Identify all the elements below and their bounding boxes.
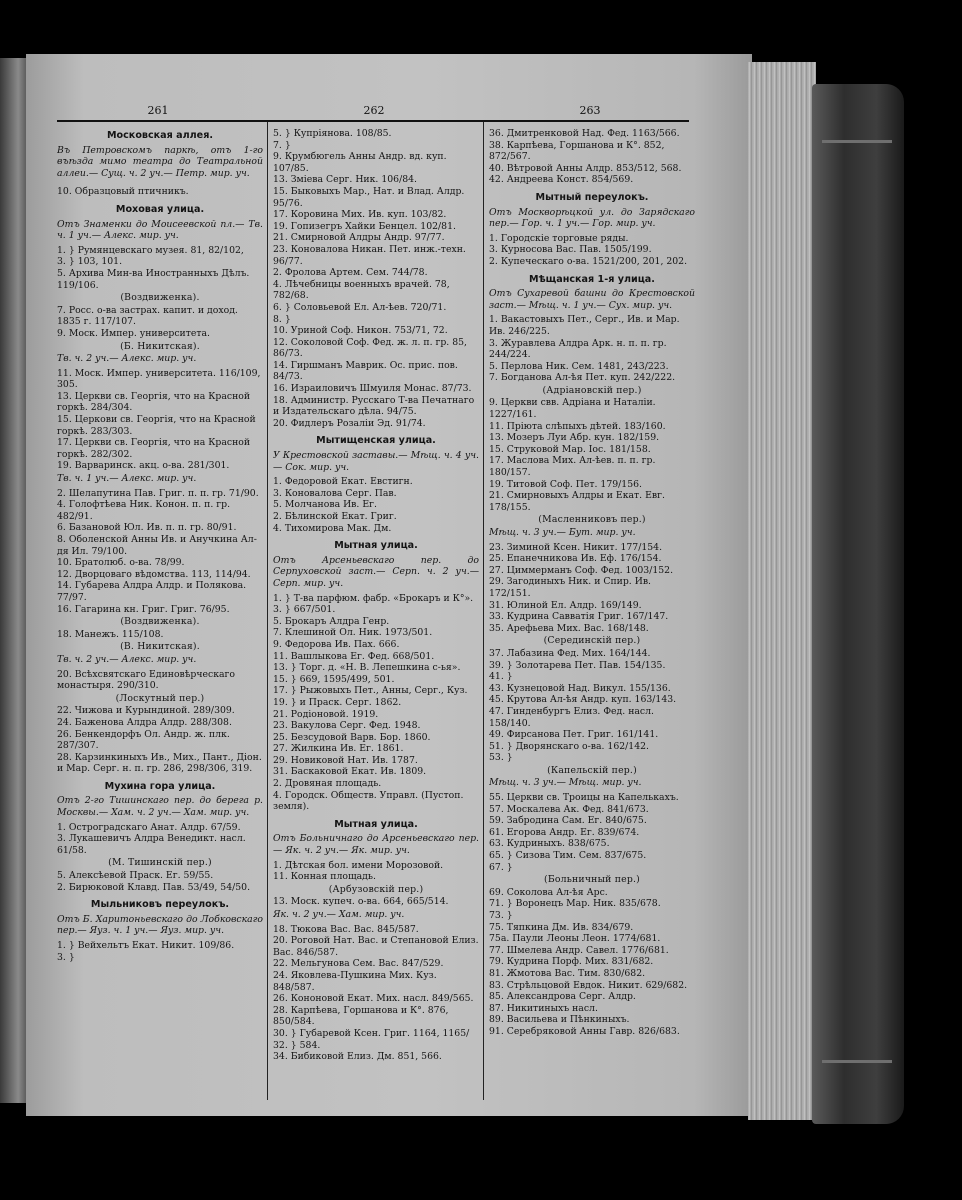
directory-entry: 61. Егорова Андр. Ег. 839/674. <box>489 826 640 838</box>
directory-entry: 18. Администр. Русскаго Т-ва Печатнаго и Издательскаго дѣла. 94/75. <box>273 394 475 418</box>
district-note: У Крестовской заставы.— Мѣщ. ч. 4 уч.— Сок. мир. уч. <box>273 450 479 473</box>
column-page-261 <box>57 128 263 1098</box>
directory-entry: 13. Мозеръ Луи Абр. кун. 182/159. <box>489 432 660 444</box>
directory-entry: 16. Гагарина кн. Григ. Григ. 76/95. <box>57 603 230 615</box>
directory-entry: 4. Тихомирова Мак. Дм. <box>273 522 392 534</box>
directory-entry: 11. Вашлыкова Ег. Фед. 668/501. <box>273 650 435 662</box>
directory-entry: 30. } Губаревой Ксен. Григ. 1164, 1165/ <box>273 1027 470 1039</box>
directory-entry: 2. Фролова Артем. Сем. 744/78. <box>273 267 428 279</box>
directory-entry: 5. Брокаръ Алдра Генр. <box>273 615 390 627</box>
directory-entry: 9. Церкви свв. Адріана и Наталіи. 1227/161. <box>489 397 656 421</box>
directory-entry: 11. Конная площадь. <box>273 871 376 883</box>
directory-entry: 1. Остроградскаго Анат. Алдр. 67/59. <box>57 821 241 833</box>
directory-entry: 73. } <box>489 910 513 921</box>
directory-entry: 75. Тяпкина Дм. Ив. 834/679. <box>489 921 634 933</box>
street-heading: Мыльниковъ переулокъ. <box>90 899 230 911</box>
directory-entry: 14. Гиршманъ Маврик. Ос. прис. пов. 84/73. <box>273 359 458 383</box>
directory-entry: 13. Зміева Серг. Ник. 106/84. <box>273 174 418 186</box>
directory-entry: 65. } Сизова Тим. Сем. 837/675. <box>489 850 647 862</box>
directory-entry: 3. Лукашевичъ Алдра Венедикт. насл. 61/58. <box>57 833 246 856</box>
directory-entry: 91. Серебряковой Анны Гавр. 826/683. <box>489 1025 680 1037</box>
spacer <box>489 186 695 190</box>
directory-entry: 1. Вакастовыхъ Пет., Серг., Ив. и Мар. Ив. 246/225. <box>489 314 680 337</box>
directory-entry: 87. Никитиныхъ насл. <box>489 1002 598 1014</box>
directory-entry: 20. Всѣхсвятскаго Единовѣрческаго монастыря. 290/310. <box>57 668 236 692</box>
directory-entry: 67. } <box>489 861 513 873</box>
street-heading: Мытная улица. <box>334 540 418 552</box>
directory-entry: 41. } <box>489 671 513 683</box>
district-note: Тв. ч. 2 уч.— Алекс. мир. уч. <box>57 353 197 365</box>
street-heading: Мытищенская улица. <box>316 435 436 447</box>
directory-entry: 40. Вѣтровой Анны Алдр. 853/512, 568. <box>489 162 682 174</box>
directory-entry: 14. Губарева Алдра Алдр. и Полякова. 77/97. <box>57 580 247 603</box>
street-heading: Мухина гора улица. <box>104 780 216 792</box>
directory-entry: 1. } Румянцевскаго музея. 81, 82/102, <box>57 244 244 256</box>
directory-entry: 6. Базановой Юл. Ив. п. п. гр. 80/91. <box>57 522 237 534</box>
directory-entry: 53. } <box>489 752 513 764</box>
spine-band <box>822 140 892 143</box>
directory-entry: 5. Архива Мин-ва Иностранныхъ Дѣлъ. 119/106. <box>57 267 250 291</box>
directory-entry: 35. Арефьева Мих. Вас. 168/148. <box>489 622 649 634</box>
directory-entry: 5. Перлова Ник. Сем. 1481, 243/223. <box>489 360 669 372</box>
directory-entry: 2. Бѣлинской Екат. Григ. <box>273 511 397 522</box>
directory-entry: 28. Карзинкиныхъ Ив., Мих., Пант., Діон. и Мар. Серг. н. п. гр. 286, 298/306, 319. <box>57 751 262 775</box>
directory-entry: 10. Уриной Соф. Никон. 753/71, 72. <box>273 325 448 337</box>
page-number-middle: 262 <box>363 104 385 117</box>
directory-entry: 1. } Вейхельтъ Екат. Никит. 109/86. <box>57 940 235 951</box>
directory-entry: 18. Манежъ. 115/108. <box>57 628 164 640</box>
column-page-263 <box>489 128 695 1098</box>
directory-entry: 15. Церкови св. Георгія, что на Красной горкѣ. 283/303. <box>57 414 256 437</box>
spacer <box>57 198 263 202</box>
directory-entry: 3. } 667/501. <box>273 604 336 616</box>
directory-entry: 27. Жилкина Ив. Ег. 1861. <box>273 743 404 755</box>
directory-entry: 7. Богданова Ал-ѣя Пет. куп. 242/222. <box>489 372 676 384</box>
directory-entry: 63. Кудриныхъ. 838/675. <box>489 838 610 850</box>
directory-entry: 10. Братолюб. о-ва. 78/99. <box>57 557 185 569</box>
directory-entry: 19. Гопизегръ Хайки Бенцел. 102/81. <box>273 220 456 232</box>
directory-entry: 4. Лѣчебницы военныхъ врачей. 78, 782/68. <box>273 278 450 302</box>
district-note: Отъ Б. Харитоньевскаго до Лобковскаго пер.— Яуз. ч. 1 уч.— Яуз. мир. уч. <box>57 913 263 937</box>
directory-entry: 1. Дѣтская бол. имени Морозовой. <box>273 859 444 871</box>
directory-entry: 15. Струковой Мар. Іос. 181/158. <box>489 443 651 455</box>
directory-entry: 26. Бенкендорфъ Ол. Андр. ж. плк. 287/307. <box>57 728 230 752</box>
directory-entry: 15. Быковыхъ Мар., Нат. и Влад. Алдр. 95/76. <box>273 185 465 209</box>
directory-entry: 15. } 669, 1595/499, 501. <box>273 673 395 685</box>
directory-entry: 20. Фидлеръ Розаліи Эд. 91/74. <box>273 417 426 429</box>
directory-entry: 19. } и Праск. Серг. 1862. <box>273 696 402 708</box>
street-heading: Московская аллея. <box>106 130 213 141</box>
directory-entry: 25. Безсудовой Варв. Бор. 1860. <box>273 731 431 743</box>
directory-entry: 36. Дмитренковой Над. Фед. 1163/566. <box>489 128 680 139</box>
cross-street: (Лоскутный пер.) <box>115 692 205 704</box>
directory-entry: 77. Шмелева Андр. Савел. 1776/681. <box>489 944 669 956</box>
spacer <box>57 775 263 779</box>
directory-entry: 18. Тюкова Вас. Вас. 845/587. <box>273 923 419 935</box>
directory-entry: 11. Моск. Импер. университета. 116/109, 305. <box>57 367 261 391</box>
district-note: Тв. ч. 1 уч.— Алекс. мир. уч. <box>57 473 197 485</box>
directory-entry: 3. } 103, 101. <box>57 256 123 268</box>
directory-entry: 89. Васильева и Пѣнкиныхъ. <box>489 1014 630 1026</box>
directory-entry: 69. Соколова Ал-ѣя Арс. <box>489 886 608 898</box>
district-note: Мѣщ. ч. 3 уч.— Бут. мир. уч. <box>489 527 636 538</box>
directory-entry: 31. Баскаковой Екат. Ив. 1809. <box>273 766 427 778</box>
directory-entry: 85. Александрова Серг. Алдр. <box>489 991 636 1003</box>
directory-entry: 7. } <box>273 139 291 151</box>
directory-entry: 29. Новиковой Нат. Ив. 1787. <box>273 754 418 766</box>
directory-entry: 27. Циммерманъ Соф. Фед. 1003/152. <box>489 564 674 576</box>
district-note: Тв. ч. 2 уч.— Алекс. мир. уч. <box>57 653 197 665</box>
directory-entry: 43. Кузнецовой Над. Викул. 155/136. <box>489 682 671 694</box>
directory-entry: 23. Зиминой Ксен. Никит. 177/154. <box>489 541 663 553</box>
directory-entry: 21. Смирновыхъ Алдры и Екат. Евг. 178/155. <box>489 490 665 513</box>
directory-entry: 81. Жмотова Вас. Тим. 830/682. <box>489 967 646 979</box>
spacer <box>273 813 479 817</box>
facing-page-edge <box>0 58 26 1103</box>
column-divider <box>483 122 484 1100</box>
directory-entry: 22. Мельгунова Сем. Вас. 847/529. <box>273 958 444 970</box>
spacer <box>57 893 263 897</box>
directory-entry: 5. Молчанова Ив. Ег. <box>273 499 377 511</box>
directory-entry: 8. } <box>273 313 291 325</box>
column-page-262 <box>273 128 479 1098</box>
directory-entry: 37. Лабазина Фед. Мих. 164/144. <box>489 647 651 659</box>
directory-entry: 19. Варваринск. акц. о-ва. 281/301. <box>57 460 230 472</box>
directory-entry: 8. Оболенской Анны Ив. и Анучкина Ал-дя Ил. 79/100. <box>57 534 257 557</box>
page-block-edge <box>748 62 816 1120</box>
spacer <box>273 534 479 538</box>
directory-entry: 17. Маслова Мих. Ал-ѣев. п. п. гр. 180/157. <box>489 455 656 479</box>
street-heading: Моховая улица. <box>115 203 205 215</box>
directory-entry: 21. Родіоновой. 1919. <box>273 708 379 720</box>
directory-entry: 34. Бибиковой Елиз. Дм. 851, 566. <box>273 1051 442 1063</box>
cross-street: (Адріановскій пер.) <box>542 384 642 396</box>
district-note: Отъ Сухаревой башни до Крестовской заст.— Мѣщ. ч. 1 уч.— Сух. мир. уч. <box>489 288 695 311</box>
directory-entry: 33. Кудрина Савватія Григ. 167/147. <box>489 611 669 623</box>
directory-entry: 20. Роговой Нат. Вас. и Степановой Елиз. Вас. 846/587. <box>273 935 479 958</box>
directory-entry: 3. Курносова Вас. Пав. 1505/199. <box>489 244 652 256</box>
district-note: Як. ч. 2 уч.— Хам. мир. уч. <box>273 909 405 920</box>
directory-entry: 3. } <box>57 951 75 963</box>
directory-entry: 38. Карпѣева, Горшанова и К°. 852, 872/567. <box>489 139 665 163</box>
directory-entry: 29. Загодиныхъ Ник. и Спир. Ив. 172/151. <box>489 576 652 599</box>
street-heading: Мѣщанская 1-я улица. <box>529 273 655 285</box>
directory-entry: 12. Дворцоваго вѣдомства. 113, 114/94. <box>57 568 251 580</box>
spacer <box>489 268 695 272</box>
directory-entry: 5. Алексѣевой Праск. Ег. 59/55. <box>57 870 214 882</box>
directory-entry: 51. } Дворянскаго о-ва. 162/142. <box>489 740 649 752</box>
directory-entry: 9. Крумбюгель Анны Андр. вд. куп. 107/85. <box>273 151 447 174</box>
directory-entry: 79. Кудрина Порф. Мих. 831/682. <box>489 956 654 968</box>
directory-entry: 83. Стрѣльцовой Евдок. Никит. 629/682. <box>489 979 688 991</box>
district-note: Отъ Москворѣцкой ул. до Зарядскаго пер.— Гор. ч. 1 уч.— Гор. мир. уч. <box>489 206 695 230</box>
spacer <box>273 429 479 433</box>
directory-entry: 7. Росс. о-ва застрах. капит. и доход. 1835 г. 117/107. <box>57 304 238 328</box>
directory-entry: 21. Смирновой Алдры Андр. 97/77. <box>273 232 445 244</box>
spine-band <box>822 1060 892 1063</box>
directory-entry: 24. Баженова Алдра Алдр. 288/308. <box>57 716 232 728</box>
directory-entry: 4. Городск. Обществ. Управл. (Пустоп. земля). <box>273 789 464 813</box>
directory-entry: 75а. Паули Леоны Леон. 1774/681. <box>489 933 661 945</box>
street-heading: Мытный переулокъ. <box>535 191 649 203</box>
directory-entry: 25. Епанечникова Ив. Еф. 176/154. <box>489 553 662 565</box>
district-note: Отъ Знаменки до Моисеевской пл.— Тв. ч. 1 уч.— Алекс. мир. уч. <box>57 218 263 242</box>
directory-entry: 1. } Т-ва парфюм. фабр. «Брокаръ и К°». <box>273 592 474 604</box>
district-note: Въ Петровскомъ паркѣ, отъ 1-го въѣзда мимо театра до Театральной аллеи.— Сущ. ч. 2 уч.— Петр. мир. уч. <box>57 144 263 179</box>
directory-entry: 12. Соколовой Соф. Фед. ж. л. п. гр. 85, 86/73. <box>273 336 467 360</box>
directory-entry: 39. } Золотарева Пет. Пав. 154/135. <box>489 659 666 671</box>
district-note: Отъ Больничнаго до Арсеньевскаго пер.— Як. ч. 2 уч.— Як. мир. уч. <box>273 833 479 857</box>
directory-entry: 2. Купеческаго о-ва. 1521/200, 201, 202. <box>489 255 688 267</box>
directory-entry: 26. Кононовой Екат. Мих. насл. 849/565. <box>273 993 474 1005</box>
directory-entry: 3. Журавлева Алдра Арк. н. п. п. гр. 244/224. <box>489 337 667 361</box>
directory-entry: 47. Гинденбургъ Елиз. Фед. насл. 158/140. <box>489 705 655 729</box>
directory-entry: 19. Титовой Соф. Пет. 179/156. <box>489 478 642 490</box>
directory-entry: 9. Моск. Импер. университета. <box>57 327 211 339</box>
directory-entry: 4. Голофтѣева Ник. Конон. п. п. гр. 482/91. <box>57 499 231 522</box>
directory-entry: 28. Карпѣева, Горшанова и К°. 876, 850/584. <box>273 1004 449 1028</box>
cross-street: (Арбузовскій пер.) <box>328 883 424 895</box>
cross-street: (Масленниковъ пер.) <box>538 514 646 526</box>
directory-entry: 6. } Соловьевой Ел. Ал-ѣев. 720/71. <box>273 301 447 313</box>
district-note: Мѣщ. ч. 3 уч.— Мѣщ. мир. уч. <box>489 777 642 789</box>
directory-entry: 32. } 584. <box>273 1039 321 1051</box>
directory-entry: 42. Андреева Конст. 854/569. <box>489 174 634 186</box>
directory-entry: 23. Вакулова Серг. Фед. 1948. <box>273 720 421 732</box>
cross-street: (М. Тишинскій пер.) <box>108 857 212 869</box>
directory-entry: 57. Москалева Ак. Фед. 841/673. <box>489 803 649 815</box>
directory-entry: 71. } Воронецъ Мар. Ник. 835/678. <box>489 898 661 910</box>
header-rule <box>57 120 689 122</box>
page-number-right: 263 <box>579 104 601 117</box>
directory-entry: 31. Юлиной Ел. Алдр. 169/149. <box>489 599 642 611</box>
directory-entry: 3. Коновалова Серг. Пав. <box>273 487 397 499</box>
directory-entry: 2. Дровяная площадь. <box>273 778 382 790</box>
directory-entry: 7. Клешиной Ол. Ник. 1973/501. <box>273 627 433 639</box>
directory-entry: 55. Церкви св. Троицы на Капелькахъ. <box>489 792 679 804</box>
directory-entry: 23. Коновалова Никан. Пет. инж.-техн. 96/77. <box>273 243 466 267</box>
directory-entry: 24. Яковлева-Пушкина Мих. Куз. 848/587. <box>273 969 437 993</box>
directory-entry: 13. } Торг. д. «Н. В. Лепешкина с-ья». <box>273 662 461 674</box>
book-spine <box>812 84 904 1124</box>
cross-street: (Серединскій пер.) <box>543 635 641 647</box>
directory-entry: 1. Федоровой Екат. Евстигн. <box>273 476 413 488</box>
directory-entry: 5. } Купріянова. 108/85. <box>273 128 392 139</box>
directory-entry: 17. Коровина Мих. Ив. куп. 103/82. <box>273 209 447 221</box>
directory-entry: 2. Шелапутина Пав. Григ. п. п. гр. 71/90. <box>57 487 259 499</box>
directory-entry: 13. Моск. купеч. о-ва. 664, 665/514. <box>273 896 449 908</box>
district-note: Отъ 2-го Тишинскаго пер. до берега р. Москвы.— Хам. ч. 2 уч.— Хам. мир. уч. <box>57 795 263 819</box>
directory-entry: 13. Церкви св. Георгія, что на Красной горкѣ. 284/304. <box>57 390 251 414</box>
directory-entry: 11. Пріюта слѣпыхъ дѣтей. 183/160. <box>489 420 666 432</box>
cross-street: (Больничный пер.) <box>544 874 640 886</box>
page-number-left: 261 <box>147 104 169 117</box>
cross-street: (Воздвиженка). <box>120 616 200 628</box>
directory-entry: 1. Городскіе торговые ряды. <box>489 232 629 244</box>
column-divider <box>267 122 268 1100</box>
directory-entry: 17. Церкви св. Георгія, что на Красной горкѣ. 282/302. <box>57 437 251 460</box>
cross-street: (Б. Никитская). <box>120 340 200 352</box>
directory-entry: 17. } Рыжовыхъ Пет., Анны, Серг., Куз. <box>273 685 468 697</box>
cross-street: (В. Никитская). <box>120 641 200 653</box>
directory-entry: 49. Фирсанова Пет. Григ. 161/141. <box>489 729 659 741</box>
street-heading: Мытная улица. <box>334 818 418 830</box>
directory-entry: 22. Чижова и Курындиной. 289/309. <box>57 705 235 717</box>
directory-entry: 9. Федорова Ив. Пах. 666. <box>273 638 400 650</box>
cross-street: (Воздвиженка). <box>120 292 200 304</box>
cross-street: (Капельскій пер.) <box>547 764 637 776</box>
directory-entry: 10. Образцовый птичникъ. <box>57 186 189 198</box>
directory-entry: 2. Бирюковой Клавд. Пав. 53/49, 54/50. <box>57 881 251 893</box>
directory-entry: 45. Крутова Ал-ѣя Андр. куп. 163/143. <box>489 694 677 706</box>
directory-entry: 59. Забродина Сам. Ег. 840/675. <box>489 815 647 827</box>
directory-entry: 16. Израиловичъ Шмуиля Монас. 87/73. <box>273 383 472 395</box>
district-note: Отъ Арсеньевскаго пер. до Серпуховской заст.— Серп. ч. 2 уч.— Серп. мир. уч. <box>273 554 479 589</box>
